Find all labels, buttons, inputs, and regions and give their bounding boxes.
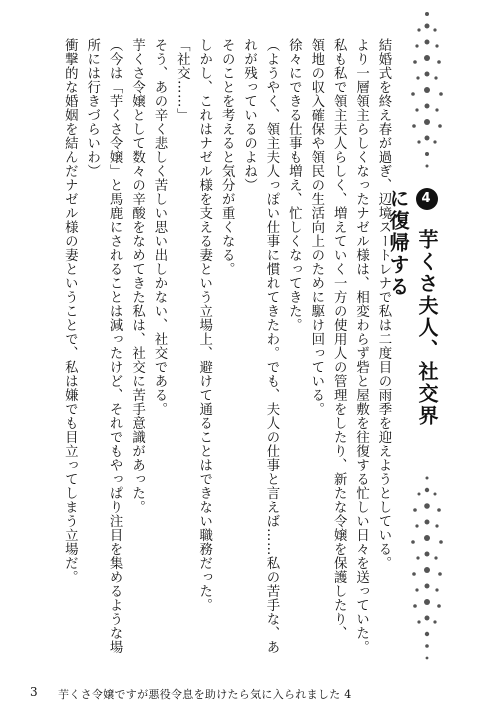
paragraph: 芋くさ令嬢として数々の辛酸をなめてきた私は、社交に苦手意識があった。 [129, 38, 145, 514]
paragraph: そう、あの辛く悲しく苦しい思い出しかない、社交である。 [151, 38, 167, 416]
paragraph: れが残っているのよね） [241, 38, 257, 192]
body-text [34, 38, 394, 654]
paragraph: 「社交……」 [174, 38, 190, 122]
paragraph: （ようやく、領主夫人っぽい仕事に慣れてきたわ。でも、夫人の仕事と言えば……私の苦手な、あ [263, 38, 279, 654]
paragraph: より一層領主らしくなったナゼル様は、相変わらず砦と屋敷を往復する忙しい日々を送っていた。 [353, 38, 369, 654]
book-title: 芋くさ令嬢ですが悪役令息を助けたら気に入られました 4 [58, 688, 352, 701]
paragraph: （今は「芋くさ令嬢」と馬鹿にされることは減ったけど、それでもやっぱり注目を集めるような場 [107, 38, 123, 654]
paragraph: 衝撃的な婚姻を結んだナゼル様の妻ということで、私は嫌でも目立ってしまう立場だ。 [62, 38, 78, 584]
paragraph: そのことを考えると気分が重くなる。 [219, 38, 235, 276]
paragraph: 所には行きづらいわ） [84, 38, 100, 178]
page-number: 3 [30, 685, 38, 699]
paragraph: 私も私で領主夫人らしく、増えていく一方の使用人の管理をしたり、新たな令嬢を保護したり、 [331, 38, 347, 640]
ornament-top-icon [404, 6, 450, 176]
paragraph: 領地の収入確保や領民の生活向上のために駆け回っている。 [308, 38, 324, 416]
paragraph: 徐々にできる仕事も増え、忙しくなってきた。 [286, 38, 302, 332]
chapter-number-badge: 4 [416, 188, 438, 210]
paragraph: 結婚式を終え春が過ぎ、辺境スートレナで私は二度目の雨季を迎えようとしている。 [376, 38, 391, 570]
paragraph: しかし、これはナゼル様を支える妻という立場上、避けて通ることはできない職務だった。 [196, 38, 212, 612]
chapter-title: 芋くさ夫人、社交界に復帰する [386, 188, 439, 427]
ornament-bottom-icon [404, 470, 450, 670]
chapter-heading [386, 188, 442, 448]
